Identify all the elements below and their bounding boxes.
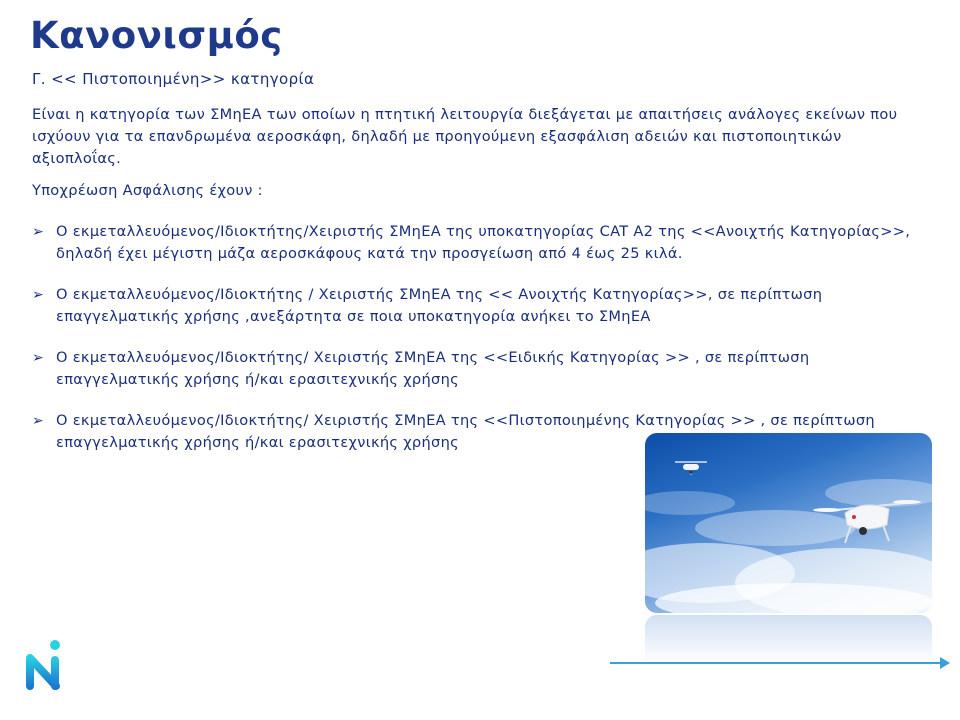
bullet-text: Ο εκμεταλλευόμενος/Ιδιοκτήτης / Χειριστής ΣΜηΕΑ της << Ανοιχτής Κατηγορίας>>, σε περίπτωση επαγγελματικής χρήσης ,ανεξάρτητα σε ποια υποκατηγορία ανήκει το ΣΜηΕΑ <box>56 286 823 325</box>
obligation-heading: Υποχρέωση Ασφάλισης έχουν : <box>32 182 263 199</box>
small-drone-icon <box>675 462 707 475</box>
drones-in-sky-photo <box>645 433 932 613</box>
intro-paragraph: Είναι η κατηγορία των ΣΜηΕΑ των οποίων η πτητική λειτουργία διεξάγεται με απαιτήσεις ανάλογες εκείνων που ισχύουν για τα επανδρωμένα αεροσκάφη, δηλαδή με προηγούμενη εξασφάλιση αδειών και πιστοποιητικών αξιοπλοΐας. <box>32 106 898 167</box>
bullet-text: Ο εκμεταλλευόμενος/Ιδιοκτήτης/Χειριστής ΣΜηΕΑ της υποκατηγορίας CAT A2 της <<Ανοιχτής Κατηγορίας>>, δηλαδή έχει μέγιστη μάζα αεροσκάφους κατά την προσγείωση από 4 έως 25 κιλά. <box>56 223 911 262</box>
slide-title: Κανονισμός <box>30 14 283 57</box>
arrow-bullet-icon: ➢ <box>32 350 45 366</box>
arrow-bullet-icon: ➢ <box>32 413 45 429</box>
arrow-bullet-icon: ➢ <box>32 287 45 303</box>
bullet-text: Ο εκμεταλλευόμενος/Ιδιοκτήτης/ Χειριστής ΣΜηΕΑ της <<Ειδικής Κατηγορίας >> , σε περίπτωση επαγγελματικής χρήσης ή/και ερασιτεχνικής χρήσης <box>56 349 810 388</box>
list-item <box>32 347 912 391</box>
arrow-bullet-icon: ➢ <box>32 224 45 240</box>
accent-line <box>610 662 945 664</box>
photo-reflection <box>645 615 932 663</box>
list-item <box>32 284 912 328</box>
accent-arrow-icon <box>940 657 950 669</box>
company-logo-icon <box>22 638 66 694</box>
slide-subtitle: Γ. << Πιστοποιημένη>> κατηγορία <box>32 70 315 88</box>
list-item <box>32 221 912 265</box>
bullet-text: Ο εκμεταλλευόμενος/Ιδιοκτήτης/ Χειριστής ΣΜηΕΑ της <<Πιστοποιημένης Κατηγορίας >> , σε περίπτωση επαγγελματικής χρήσης ή/και ερασιτεχνικής χρήσης <box>56 412 875 451</box>
photo-drawing <box>645 433 932 613</box>
